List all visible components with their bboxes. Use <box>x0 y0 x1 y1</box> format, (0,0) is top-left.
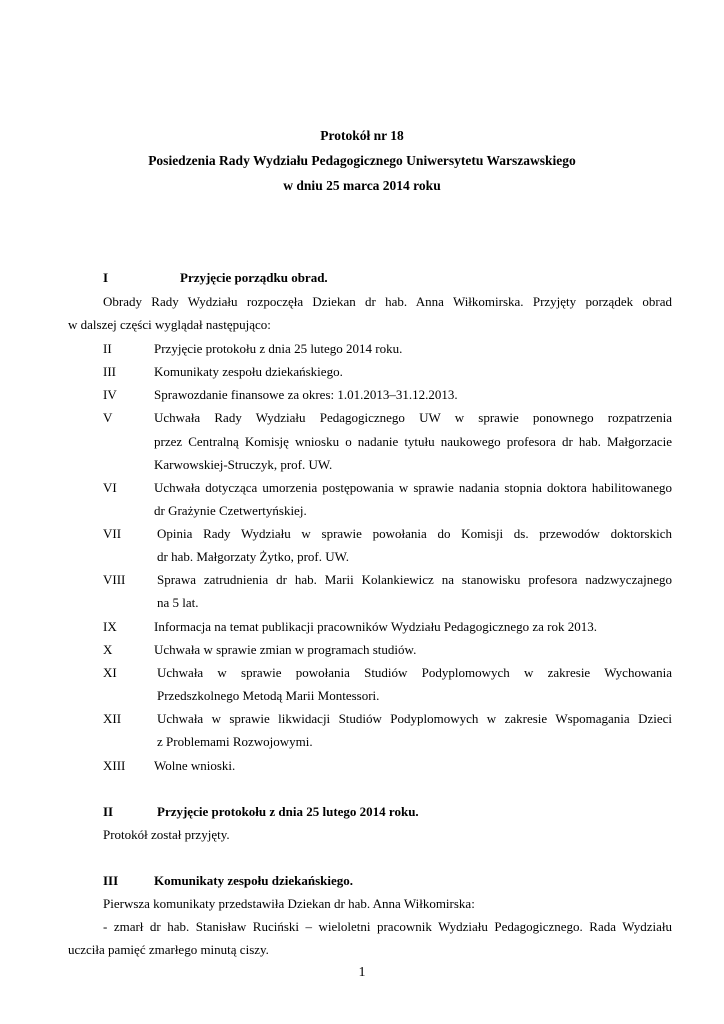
agenda-item-text: Karwowskiej-Struczyk, prof. UW. <box>154 457 333 472</box>
agenda-number: VI <box>103 480 117 495</box>
protocol-date: w dniu 25 marca 2014 roku <box>283 178 441 193</box>
agenda-item-text: Uchwała Rady Wydziału Pedagogicznego UW w sprawie ponownego rozpatrzenia <box>154 410 672 425</box>
section-3-title: Komunikaty zespołu dziekańskiego. <box>154 873 354 888</box>
agenda-item-text: na 5 lat. <box>157 595 199 610</box>
agenda-item-text: Sprawozdanie finansowe za okres: 1.01.2013–31.12.2013. <box>154 387 458 402</box>
agenda-number: XIII <box>103 758 126 773</box>
agenda-number: IX <box>103 619 117 634</box>
section-3-body-line: uczciła pamięć zmarłego minutą ciszy. <box>68 942 269 957</box>
section-2-body: Protokół został przyjęty. <box>103 827 230 842</box>
agenda-number: II <box>103 341 112 356</box>
agenda-item-text: Sprawa zatrudnienia dr hab. Marii Kolankiewicz na stanowisku profesora nadzwyczajnego <box>157 572 672 587</box>
agenda-number: X <box>103 642 113 657</box>
agenda-item-text: Uchwała w sprawie likwidacji Studiów Podyplomowych w zakresie Wspomagania Dzieci <box>157 711 672 726</box>
agenda-item-text: z Problemami Rozwojowymi. <box>157 734 313 749</box>
agenda-item-text: Uchwała dotycząca umorzenia postępowania w sprawie nadania stopnia doktora habilitowanego <box>154 480 672 495</box>
section-1-title: Przyjęcie porządku obrad. <box>180 270 328 285</box>
agenda-item-text: dr Grażynie Czetwertyńskiej. <box>154 503 307 518</box>
agenda-item-text: Uchwała w sprawie zmian w programach studiów. <box>154 642 417 657</box>
section-2-number: II <box>103 804 114 819</box>
agenda-item-text: przez Centralną Komisję wniosku o nadanie tytułu naukowego profesora dr hab. Małgorzacie <box>154 434 672 449</box>
agenda-number: V <box>103 410 113 425</box>
section-2-title: Przyjęcie protokołu z dnia 25 lutego 2014 roku. <box>157 804 419 819</box>
agenda-item-text: dr hab. Małgorzaty Żytko, prof. UW. <box>157 549 349 564</box>
agenda-item-text: Informacja na temat publikacji pracowników Wydziału Pedagogicznego za rok 2013. <box>154 619 597 634</box>
agenda-item-text: Wolne wnioski. <box>154 758 236 773</box>
agenda-number: IV <box>103 387 117 402</box>
agenda-number: III <box>103 364 116 379</box>
agenda-item-text: Opinia Rady Wydziału w sprawie powołania do Komisji ds. przewodów doktorskich <box>157 526 672 541</box>
agenda-item-text: Komunikaty zespołu dziekańskiego. <box>154 364 343 379</box>
page-number: 1 <box>358 965 366 980</box>
protocol-subtitle: Posiedzenia Rady Wydziału Pedagogicznego Uniwersytetu Warszawskiego <box>148 153 576 168</box>
agenda-number: XI <box>103 665 117 680</box>
section-3-body-line: Pierwsza komunikaty przedstawiła Dziekan dr hab. Anna Wiłkomirska: <box>103 896 475 911</box>
agenda-item-text: Przyjęcie protokołu z dnia 25 lutego 2014 roku. <box>154 341 403 356</box>
section-3-number: III <box>103 873 119 888</box>
agenda-number: XII <box>103 711 122 726</box>
section-3-body-line: - zmarł dr hab. Stanisław Ruciński – wieloletni pracownik Wydziału Pedagogicznego. Rada Wydziału <box>103 919 672 934</box>
agenda-number: VIII <box>103 572 126 587</box>
agenda-number: VII <box>103 526 122 541</box>
agenda-item-text: Uchwała w sprawie powołania Studiów Podyplomowych w zakresie Wychowania <box>157 665 672 680</box>
intro-line-1: Obrady Rady Wydziału rozpoczęła Dziekan dr hab. Anna Wiłkomirska. Przyjęty porządek obrad <box>103 294 672 309</box>
section-1-number: I <box>103 270 109 285</box>
protocol-title: Protokół nr 18 <box>320 128 404 143</box>
intro-line-2: w dalszej części wyglądał następująco: <box>68 317 271 332</box>
agenda-item-text: Przedszkolnego Metodą Marii Montessori. <box>157 688 380 703</box>
